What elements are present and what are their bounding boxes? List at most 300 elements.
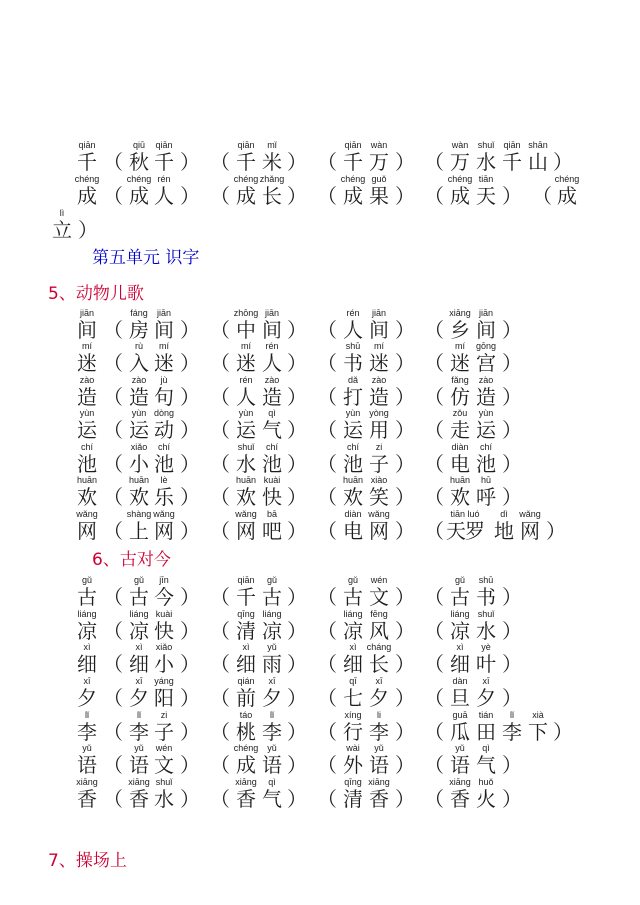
pinyin: zào xyxy=(478,375,494,385)
hanzi: 米 xyxy=(262,150,282,174)
bracket xyxy=(173,341,207,374)
pinyin: yùn xyxy=(131,408,147,418)
hanzi: 打 xyxy=(343,385,363,409)
hanzi: 间 xyxy=(369,318,389,342)
pinyin: rén xyxy=(346,308,360,318)
hanzi: （ xyxy=(317,686,337,710)
pinyin: rén xyxy=(157,174,171,184)
pinyin: zào xyxy=(371,375,387,385)
hanzi: 水 xyxy=(236,452,256,476)
hanzi: ） xyxy=(180,787,200,811)
hanzi: （ xyxy=(103,150,123,174)
pinyin: huān xyxy=(128,475,150,485)
hanzi: ） xyxy=(395,385,415,409)
hanzi: ） xyxy=(502,385,522,409)
pinyin: chéng xyxy=(74,174,100,184)
hanzi: （ xyxy=(424,184,444,208)
hanzi: （ xyxy=(103,385,123,409)
pinyin: liáng xyxy=(343,609,363,619)
hanzi: ） xyxy=(180,351,200,375)
hanzi: （ xyxy=(317,351,337,375)
pinyin: guǒ xyxy=(371,174,387,184)
hanzi: 千 xyxy=(343,150,363,174)
bracket xyxy=(280,710,314,743)
pinyin: qián xyxy=(237,676,255,686)
hanzi: ） xyxy=(180,585,200,609)
pinyin: mí xyxy=(82,341,92,351)
hanzi: 桃 xyxy=(236,720,256,744)
hanzi: 语 xyxy=(77,753,97,777)
hanzi: ） xyxy=(395,585,415,609)
hanzi: 瓜 xyxy=(450,720,470,744)
hanzi: ） xyxy=(395,619,415,643)
hanzi: 清 xyxy=(343,787,363,811)
bracket xyxy=(495,575,529,608)
pinyin: chéng xyxy=(233,174,259,184)
bracket xyxy=(280,308,314,341)
vocab-row xyxy=(0,442,640,476)
bracket xyxy=(173,509,207,542)
pinyin: xíng xyxy=(344,710,362,720)
hanzi: 叶 xyxy=(476,652,496,676)
pinyin: huǒ xyxy=(478,777,494,787)
hanzi: 前 xyxy=(236,686,256,710)
vocab-row xyxy=(0,475,640,509)
pinyin: xì xyxy=(242,642,250,652)
bracket xyxy=(173,710,207,743)
pinyin: yùn xyxy=(238,408,254,418)
hanzi: 迷 xyxy=(369,351,389,375)
hanzi: （ xyxy=(103,452,123,476)
hanzi: 细 xyxy=(129,652,149,676)
vocab-row xyxy=(0,710,640,744)
hanzi: 池 xyxy=(77,452,97,476)
hanzi: （ xyxy=(424,318,444,342)
hanzi: （ xyxy=(210,519,230,543)
pinyin: yǔ xyxy=(82,743,92,753)
hanzi: ） xyxy=(395,351,415,375)
hanzi: 夕 xyxy=(262,686,282,710)
hanzi: ） xyxy=(287,787,307,811)
hanzi: ） xyxy=(395,150,415,174)
hanzi: （ xyxy=(424,686,444,710)
pinyin: liáng xyxy=(77,609,97,619)
hanzi: 仿 xyxy=(450,385,470,409)
hanzi: 立 xyxy=(52,218,72,242)
hanzi: 旦 xyxy=(450,686,470,710)
hanzi: ） xyxy=(180,318,200,342)
bracket xyxy=(495,642,529,675)
bracket xyxy=(495,609,529,642)
bracket xyxy=(495,743,529,776)
hanzi: 呼 xyxy=(476,485,496,509)
hanzi: ） xyxy=(180,184,200,208)
bracket xyxy=(173,609,207,642)
hanzi: ） xyxy=(395,787,415,811)
pinyin: qīng xyxy=(237,609,255,619)
vocab-row xyxy=(0,375,640,409)
hanzi: ） xyxy=(287,385,307,409)
vocab-row xyxy=(0,174,640,208)
hanzi: 运 xyxy=(476,418,496,442)
pinyin: xī xyxy=(268,676,276,686)
pinyin: tián xyxy=(478,710,494,720)
pinyin: fēng xyxy=(370,609,388,619)
hanzi: 李 xyxy=(77,720,97,744)
hanzi: 成 xyxy=(77,184,97,208)
hanzi: 乐 xyxy=(154,485,174,509)
pinyin: xì xyxy=(135,642,143,652)
hanzi: 凉 xyxy=(77,619,97,643)
hanzi: 天 xyxy=(476,184,496,208)
pinyin: li xyxy=(377,710,381,720)
hanzi: ） xyxy=(502,753,522,777)
pinyin: táo xyxy=(239,710,253,720)
hanzi: ） xyxy=(287,452,307,476)
pinyin: lǐ xyxy=(137,710,141,720)
hanzi: （ xyxy=(317,418,337,442)
hanzi: 气 xyxy=(262,418,282,442)
pinyin: zi xyxy=(160,710,168,720)
hanzi: ） xyxy=(502,585,522,609)
hanzi: （ xyxy=(210,753,230,777)
hanzi: 文 xyxy=(154,753,174,777)
pinyin: mí xyxy=(374,341,384,351)
bracket xyxy=(173,676,207,709)
bracket xyxy=(539,509,573,542)
hanzi: ） xyxy=(180,519,200,543)
hanzi: 成 xyxy=(236,184,256,208)
pinyin: chí xyxy=(80,442,93,452)
hanzi: 香 xyxy=(236,787,256,811)
pinyin: gǔ xyxy=(266,575,277,585)
pinyin: zào xyxy=(131,375,147,385)
hanzi: （ xyxy=(103,519,123,543)
hanzi: 风 xyxy=(369,619,389,643)
hanzi: ） xyxy=(287,619,307,643)
hanzi: ） xyxy=(502,318,522,342)
pinyin: kuài xyxy=(155,609,173,619)
hanzi: ） xyxy=(502,418,522,442)
pinyin: diàn xyxy=(344,509,362,519)
pinyin: wàn xyxy=(370,140,388,150)
hanzi: （ xyxy=(317,753,337,777)
hanzi: 夕 xyxy=(476,686,496,710)
pinyin: yòng xyxy=(369,408,389,418)
pinyin: zào xyxy=(264,375,280,385)
hanzi: 细 xyxy=(343,652,363,676)
lesson-title-6: 6、古对今 xyxy=(92,550,171,570)
hanzi: 细 xyxy=(450,652,470,676)
hanzi: 子 xyxy=(154,720,174,744)
bracket xyxy=(280,475,314,508)
hanzi: （ xyxy=(210,452,230,476)
hanzi: 书 xyxy=(343,351,363,375)
hanzi: ） xyxy=(287,753,307,777)
hanzi: （ xyxy=(424,150,444,174)
hanzi: （ xyxy=(424,418,444,442)
hanzi: 用 xyxy=(369,418,389,442)
hanzi: （ xyxy=(103,418,123,442)
hanzi: 古 xyxy=(262,585,282,609)
hanzi: 下 xyxy=(528,720,548,744)
pinyin: yǔ xyxy=(455,743,465,753)
pinyin: wàn xyxy=(451,140,469,150)
bracket xyxy=(173,442,207,475)
pinyin: xiāng xyxy=(128,777,150,787)
hanzi: （ xyxy=(424,619,444,643)
pinyin: cháng xyxy=(366,642,392,652)
hanzi: 入 xyxy=(129,351,149,375)
hanzi: 七 xyxy=(343,686,363,710)
pinyin: zhōng xyxy=(233,308,259,318)
hanzi: （ xyxy=(103,585,123,609)
hanzi: 成 xyxy=(557,184,577,208)
hanzi: 书 xyxy=(476,585,496,609)
pinyin: lì xyxy=(59,208,65,218)
pinyin: yáng xyxy=(154,676,174,686)
pinyin: chéng xyxy=(447,174,473,184)
hanzi: 万 xyxy=(450,150,470,174)
hanzi: ） xyxy=(180,619,200,643)
bracket xyxy=(280,375,314,408)
hanzi: ） xyxy=(287,652,307,676)
hanzi: 间 xyxy=(262,318,282,342)
hanzi: （ xyxy=(210,686,230,710)
hanzi: 电 xyxy=(450,452,470,476)
pinyin: qiū xyxy=(132,140,145,150)
hanzi: 千 xyxy=(236,150,256,174)
hanzi: 迷 xyxy=(450,351,470,375)
pinyin: xiāng xyxy=(76,777,98,787)
hanzi: （ xyxy=(103,720,123,744)
hanzi: 古 xyxy=(450,585,470,609)
pinyin: chéng xyxy=(340,174,366,184)
hanzi: ） xyxy=(502,452,522,476)
pinyin: tiān xyxy=(478,174,494,184)
lesson-title-7: 7、操场上 xyxy=(48,851,127,871)
hanzi: （ xyxy=(424,720,444,744)
hanzi: ） xyxy=(395,519,415,543)
hanzi: 间 xyxy=(77,318,97,342)
hanzi: ） xyxy=(180,652,200,676)
hanzi: 造 xyxy=(77,385,97,409)
hanzi: 李 xyxy=(262,720,282,744)
hanzi: ） xyxy=(180,150,200,174)
hanzi: ） xyxy=(395,753,415,777)
hanzi: （ xyxy=(317,318,337,342)
pinyin: qīng xyxy=(344,777,362,787)
hanzi: （ xyxy=(103,318,123,342)
hanzi: 造 xyxy=(262,385,282,409)
pinyin: wǎng xyxy=(153,509,175,519)
hanzi: 网 xyxy=(369,519,389,543)
pinyin: qiān xyxy=(78,140,96,150)
pinyin: xì xyxy=(83,642,91,652)
hanzi: 笑 xyxy=(369,485,389,509)
hanzi: （ xyxy=(103,619,123,643)
pinyin: liáng xyxy=(262,609,282,619)
bracket xyxy=(280,341,314,374)
hanzi: 李 xyxy=(129,720,149,744)
hanzi: （ xyxy=(103,652,123,676)
bracket xyxy=(173,174,207,207)
pinyin: huān xyxy=(342,475,364,485)
pinyin: rén xyxy=(265,341,279,351)
bracket xyxy=(173,408,207,441)
lesson-title-5: 5、动物儿歌 xyxy=(48,284,144,304)
hanzi: 乡 xyxy=(450,318,470,342)
hanzi: （ xyxy=(210,418,230,442)
pinyin: xià xyxy=(532,710,544,720)
pinyin: shū xyxy=(345,341,361,351)
hanzi: 走 xyxy=(450,418,470,442)
hanzi: ） xyxy=(180,753,200,777)
hanzi: 千 xyxy=(236,585,256,609)
hanzi: （ xyxy=(424,452,444,476)
hanzi: 人 xyxy=(343,318,363,342)
pinyin: yùn xyxy=(79,408,95,418)
pinyin: yǔ xyxy=(134,743,144,753)
bracket xyxy=(495,375,529,408)
pinyin: shuǐ xyxy=(237,442,255,452)
pinyin: mí xyxy=(455,341,465,351)
hanzi: （ xyxy=(210,318,230,342)
pinyin: xī xyxy=(482,676,490,686)
hanzi: （ xyxy=(424,787,444,811)
pinyin: gǔ xyxy=(347,575,358,585)
hanzi: ） xyxy=(287,519,307,543)
hanzi: ） xyxy=(395,452,415,476)
pinyin: zào xyxy=(79,375,95,385)
bracket xyxy=(280,676,314,709)
bracket xyxy=(280,575,314,608)
hanzi: ） xyxy=(502,619,522,643)
pinyin: xī xyxy=(135,676,143,686)
pinyin: xiāng xyxy=(449,777,471,787)
pinyin: chéng xyxy=(126,174,152,184)
hanzi: ） xyxy=(502,652,522,676)
bracket xyxy=(495,341,529,374)
hanzi: （ xyxy=(317,452,337,476)
hanzi: 人 xyxy=(154,184,174,208)
bracket xyxy=(495,777,529,810)
hanzi: 成 xyxy=(450,184,470,208)
pinyin: wǎng xyxy=(235,509,257,519)
hanzi: （ xyxy=(424,753,444,777)
pinyin: dòng xyxy=(153,408,175,418)
pinyin: xì xyxy=(349,642,357,652)
pinyin: qì xyxy=(268,408,276,418)
hanzi: （ xyxy=(317,720,337,744)
hanzi: （ xyxy=(424,519,444,543)
hanzi: 水 xyxy=(476,150,496,174)
hanzi: 上 xyxy=(129,519,149,543)
hanzi: （ xyxy=(210,184,230,208)
pinyin: dàn xyxy=(452,676,468,686)
hanzi: ） xyxy=(180,452,200,476)
pinyin: jiān xyxy=(156,308,171,318)
hanzi: 造 xyxy=(129,385,149,409)
hanzi: 语 xyxy=(129,753,149,777)
bracket xyxy=(495,174,529,207)
hanzi: 文 xyxy=(369,585,389,609)
hanzi: 池 xyxy=(476,452,496,476)
hanzi: 中 xyxy=(236,318,256,342)
hanzi: 运 xyxy=(77,418,97,442)
bracket xyxy=(173,140,207,173)
hanzi: 网 xyxy=(520,519,540,543)
hanzi: ） xyxy=(287,150,307,174)
bracket xyxy=(173,575,207,608)
pinyin: zi xyxy=(375,442,383,452)
hanzi: 句 xyxy=(154,385,174,409)
vocab-row xyxy=(0,642,640,676)
vocab-row xyxy=(0,609,640,643)
hanzi: ） xyxy=(395,652,415,676)
hanzi: ） xyxy=(502,485,522,509)
hanzi: （ xyxy=(317,619,337,643)
vocab-row xyxy=(0,208,640,242)
hanzi: ） xyxy=(395,720,415,744)
pinyin: xiào xyxy=(370,475,388,485)
hanzi: 细 xyxy=(236,652,256,676)
hanzi: ） xyxy=(287,318,307,342)
hanzi: 运 xyxy=(343,418,363,442)
hanzi: 千 xyxy=(502,150,522,174)
bracket xyxy=(495,676,529,709)
pinyin: jīn xyxy=(159,575,169,585)
hanzi: 吧 xyxy=(262,519,282,543)
hanzi: ） xyxy=(287,184,307,208)
pinyin: fáng xyxy=(130,308,148,318)
bracket xyxy=(280,609,314,642)
pinyin: yǔ xyxy=(374,743,384,753)
hanzi: （ xyxy=(317,652,337,676)
pinyin: chéng xyxy=(554,174,580,184)
pinyin: shuǐ xyxy=(477,609,495,619)
hanzi: 田 xyxy=(476,720,496,744)
hanzi: 子 xyxy=(369,452,389,476)
hanzi: ） xyxy=(502,787,522,811)
hanzi: ） xyxy=(502,184,522,208)
hanzi: 凉 xyxy=(129,619,149,643)
vocab-row xyxy=(0,676,640,710)
hanzi: ） xyxy=(180,485,200,509)
pinyin: lǐ xyxy=(270,710,274,720)
hanzi: 欢 xyxy=(129,485,149,509)
hanzi: 长 xyxy=(369,652,389,676)
hanzi: 外 xyxy=(343,753,363,777)
hanzi: 间 xyxy=(476,318,496,342)
hanzi: 古 xyxy=(343,585,363,609)
hanzi: ） xyxy=(395,318,415,342)
hanzi: 行 xyxy=(343,720,363,744)
hanzi: 李 xyxy=(369,720,389,744)
hanzi: 夕 xyxy=(129,686,149,710)
pinyin: chí xyxy=(479,442,492,452)
pinyin: xiāng xyxy=(449,308,471,318)
hanzi: （ xyxy=(210,150,230,174)
hanzi: ） xyxy=(287,485,307,509)
pinyin: tiān luó xyxy=(450,509,480,519)
hanzi: ） xyxy=(553,150,573,174)
hanzi: （ xyxy=(103,351,123,375)
hanzi: （ xyxy=(424,385,444,409)
pinyin: jiān xyxy=(371,308,386,318)
pinyin: qì xyxy=(482,743,490,753)
pinyin: qiān xyxy=(237,575,255,585)
